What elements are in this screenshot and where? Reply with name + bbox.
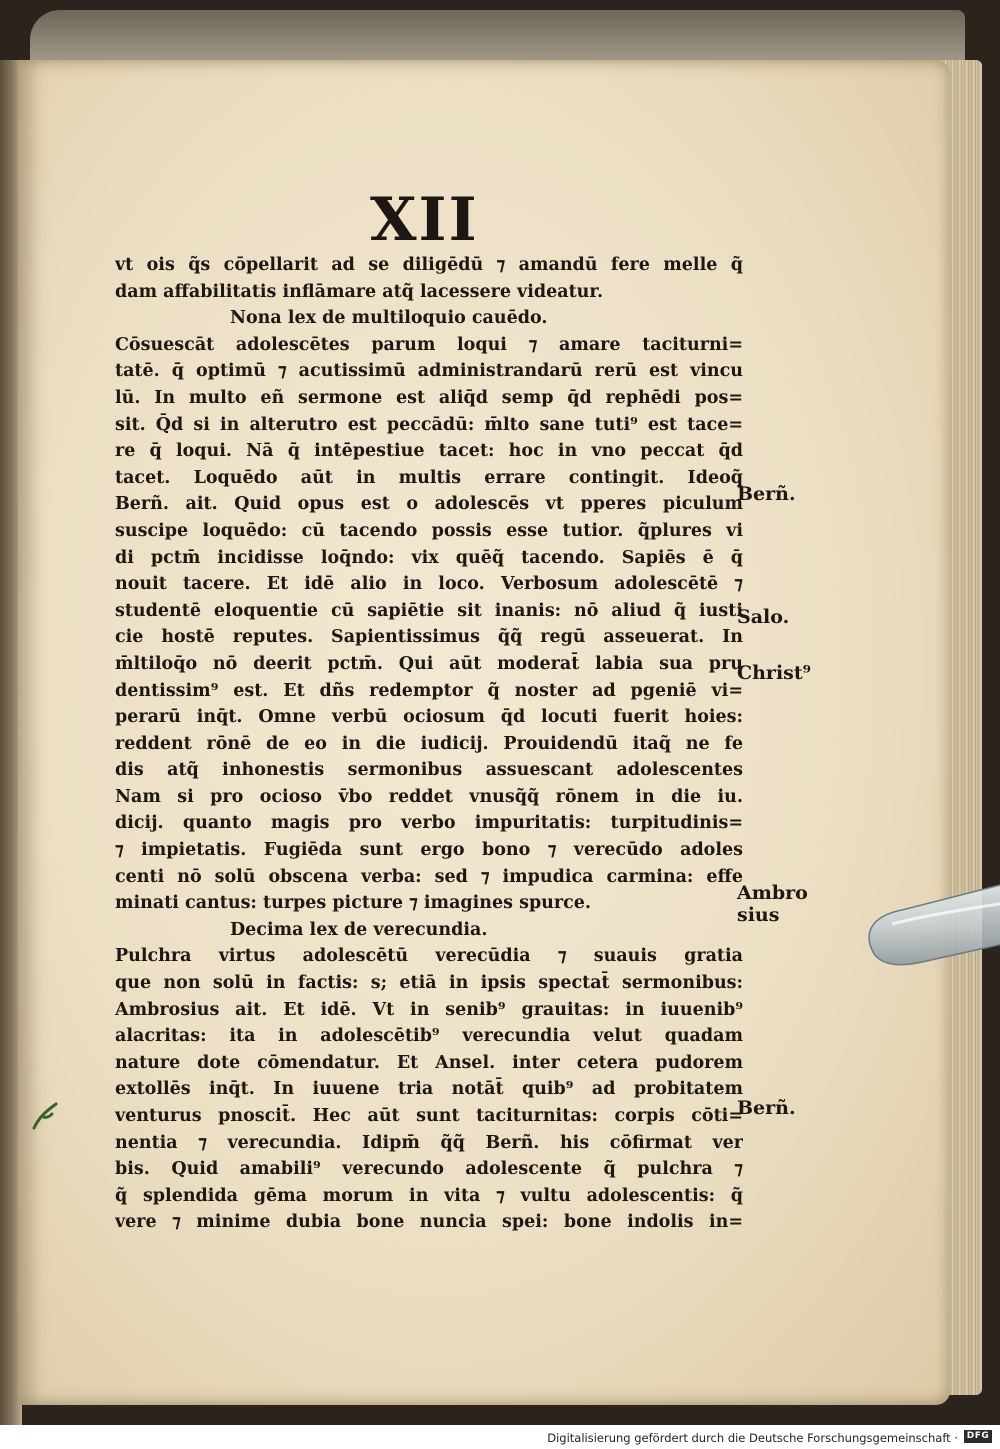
text-line: minati cantus: turpes picture ⁊ imagines spurce. (115, 893, 592, 914)
section-heading: Nona lex de multiloquio cauēdo. (230, 308, 548, 329)
text-line: cie hostē reputes. Sapientissimus q̃q̃ regū asseuerat. In (115, 627, 743, 648)
text-line: dentissim⁹ est. Et dñs redemptor q̃ noster ad pgeniē vi= (115, 680, 743, 701)
text-line: m̄ltiloq̄o nō deerit pctm̄. Qui aūt moderat̄ labia sua pru (115, 653, 743, 674)
text-line: Pulchra virtus adolescētū verecūdia ⁊ suauis gratia (115, 946, 743, 967)
text-line: sit. Q̄d si in alterutro est peccādū: m̄lto sane tuti⁹ est tace= (115, 414, 743, 435)
text-line: venturus pnoscit̄. Hec aūt sunt taciturnitas: corpis cōti= (115, 1106, 743, 1126)
text-line: tatē. q̄ optimū ⁊ acutissimū administrandarū rerū est vincu (115, 361, 743, 382)
text-line: dam affabilitatis inflāmare atq̃ lacessere videatur. (115, 281, 604, 302)
text-line: perarū inq̄t. Omne verbū ociosum q̄d locuti fuerit hoies: (115, 707, 743, 728)
glass-page-weight (862, 872, 1000, 972)
text-line: lū. In multo eñ sermone est aliq̄d semp q̄d rephēdi pos= (115, 387, 743, 408)
text-line: dicij. quanto magis pro verbo impuritatis: turpitudinis= (115, 813, 743, 834)
text-line: dis atq̃ inhonestis sermonibus assuescant adolescentes (115, 760, 743, 781)
text-line: Berñ. ait. Quid opus est o adolescēs vt pperes piculum (115, 494, 743, 515)
text-line: Nam si pro ocioso v̄bo reddet vnusq̃q̃ rōnem in die iu. (115, 786, 743, 807)
section-heading: Decima lex de verecundia. (230, 919, 488, 940)
text-line: extollēs inq̄t. In iuuene tria notāt̄ quib⁹ ad probitatem (115, 1079, 743, 1100)
text-line: ⁊ impietatis. Fugiēda sunt ergo bono ⁊ verecūdo adoles (115, 840, 743, 861)
text-line: Ambrosius ait. Et idē. Vt in senib⁹ grauitas: in iuuenib⁹ (115, 999, 743, 1020)
text-line: studentē eloquentie cū sapiētie sit inanis: nō aliud q̃ iusti (115, 600, 743, 621)
funding-credit: Digitalisierung gefördert durch die Deutsche Forschungsgemeinschaft · (547, 1431, 958, 1445)
margin-note-ambro: Ambro (737, 882, 808, 904)
text-line: tacet. Loquēdo aūt in multis errare contingit. Ideoq̃ (115, 467, 743, 488)
margin-note-salo: Salo. (737, 606, 790, 628)
text-block (115, 252, 743, 1236)
text-line: que non solū in factis: s; etiā in ipsis spectat̄ sermonibus: (115, 973, 743, 994)
text-line: vt ois q̃s cōpellarit ad se diligēdū ⁊ amandū fere melle q̃ (115, 255, 743, 275)
text-line: vere ⁊ minime dubia bone nuncia spei: bone indolis in= (115, 1212, 743, 1233)
ink-mark (30, 1098, 62, 1132)
text-line: nentia ⁊ verecundia. Idipm̄ q̃q̃ Berñ. his cōfirmat ver (115, 1132, 743, 1153)
margin-note-bern: Berñ. (737, 483, 796, 505)
text-line: Cōsuescāt adolescētes parum loqui ⁊ amare taciturni= (115, 334, 743, 355)
text-line: nouit tacere. Et idē alio in loco. Verbosum adolescētē ⁊ (115, 574, 743, 595)
folio-number: XII (370, 185, 479, 255)
dfg-logo: DFG (964, 1430, 992, 1443)
text-line: suscipe loquēdo: cū tacendo possis esse tutior. q̃plures vi (115, 520, 743, 541)
margin-note-christ: Christ⁹ (737, 662, 811, 684)
text-line: reddent rōnē de eo in die iudicij. Prouidendū itaq̃ ne fe (115, 733, 743, 754)
text-line: q̃ splendida gēma morum in vita ⁊ vultu adolescentis: q̃ (115, 1185, 743, 1206)
text-line: di pctm̄ incidisse loq̄ndo: vix quēq̃ tacendo. Sapiēs ē q̄ (115, 547, 743, 568)
text-line: re q̄ loqui. Nā q̄ intēpestiue tacet: hoc in vno peccat q̄d (115, 441, 743, 462)
text-line: nature dote cōmendatur. Et Ansel. inter cetera pudorem (115, 1052, 743, 1073)
footer-bar (0, 1425, 1000, 1449)
text-line: centi nō solū obscena verba: sed ⁊ impudica carmina: effe (115, 866, 743, 887)
margin-note-sius: sius (737, 904, 780, 926)
text-line: bis. Quid amabili⁹ verecundo adolescente q̃ pulchra ⁊ (115, 1159, 743, 1180)
margin-note-bern-2: Berñ. (737, 1097, 796, 1119)
text-line: alacritas: ita in adolescētib⁹ verecundia velut quadam (115, 1026, 743, 1047)
